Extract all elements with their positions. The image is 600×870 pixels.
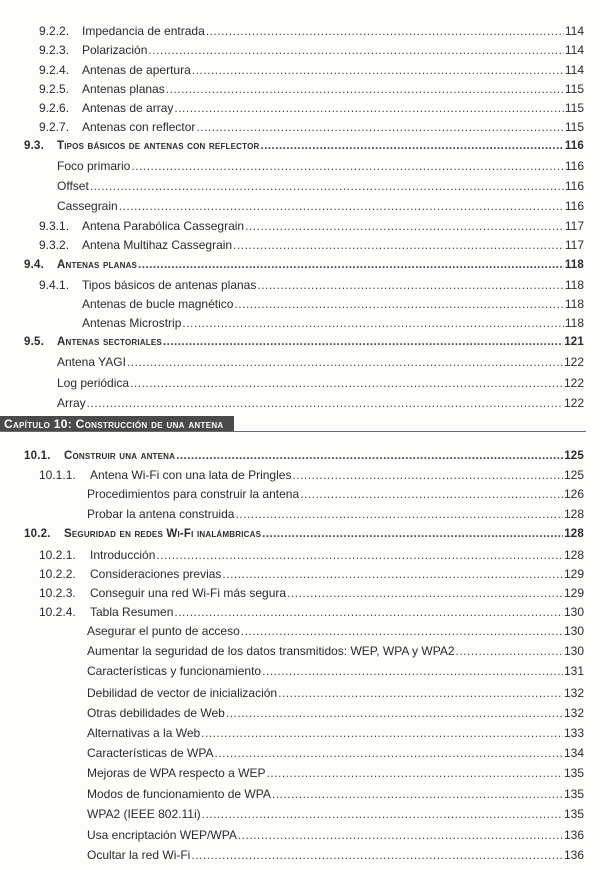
dot-leader xyxy=(292,466,563,484)
toc-entry[interactable] xyxy=(39,236,584,254)
toc-entry[interactable] xyxy=(39,80,584,98)
toc-entry-title: Offset xyxy=(57,179,89,193)
toc-entry[interactable] xyxy=(39,99,584,117)
toc-entry-title: Características y funcionamiento xyxy=(87,664,262,678)
toc-entry-page: 130 xyxy=(563,624,584,638)
dot-leader xyxy=(300,485,563,503)
toc-entry[interactable] xyxy=(87,826,584,844)
dot-leader xyxy=(130,374,563,392)
toc-entry[interactable] xyxy=(87,805,584,823)
toc-entry[interactable] xyxy=(87,764,584,782)
toc-entry[interactable] xyxy=(87,622,584,640)
toc-entry-page: 132 xyxy=(563,686,584,700)
toc-entry-number: 9.2.3. xyxy=(39,43,70,57)
dot-leader xyxy=(262,662,563,680)
toc-entry[interactable] xyxy=(39,546,584,564)
dot-leader xyxy=(234,295,563,313)
toc-entry[interactable] xyxy=(24,256,584,274)
toc-entry[interactable] xyxy=(87,662,584,680)
dot-leader xyxy=(267,764,563,782)
toc-entry-page: 129 xyxy=(563,567,584,581)
toc-entry-number: 9.3.2. xyxy=(39,238,70,252)
toc-entry[interactable] xyxy=(39,276,584,294)
toc-entry-title: Conseguir una red Wi-Fi más segura xyxy=(90,586,287,600)
toc-entry-title: Antenas sectoriales xyxy=(57,336,162,348)
toc-entry-title: Tipos básicos de antenas planas xyxy=(82,278,257,292)
dot-leader xyxy=(127,353,563,371)
toc-entry[interactable] xyxy=(39,41,584,59)
dot-leader xyxy=(148,41,563,59)
toc-entry-number: 9.2.7. xyxy=(39,120,70,134)
toc-entry-page: 115 xyxy=(564,120,584,134)
toc-entry-page: 125 xyxy=(563,468,584,482)
dot-leader xyxy=(456,642,563,660)
toc-entry-page: 114 xyxy=(564,43,584,57)
toc-entry-page: 118 xyxy=(564,297,584,311)
toc-entry[interactable] xyxy=(39,603,584,621)
dot-leader xyxy=(235,505,563,523)
toc-entry-title: Antena Wi-Fi con una lata de Pringles xyxy=(90,468,292,482)
dot-leader xyxy=(241,622,563,640)
dot-leader xyxy=(131,157,564,175)
toc-entry[interactable] xyxy=(39,584,584,602)
toc-entry-page: 116 xyxy=(564,159,584,173)
toc-entry[interactable] xyxy=(57,157,584,175)
toc-entry[interactable] xyxy=(39,118,584,136)
toc-entry-title: Alternativas a la Web xyxy=(87,726,201,740)
toc-entry-number: 10.2.4. xyxy=(39,605,76,619)
toc-entry-page: 115 xyxy=(564,82,584,96)
toc-entry-title: Cassegrain xyxy=(57,199,118,213)
toc-entry-title: Antena YAGI xyxy=(57,355,126,369)
toc-entry-page: 136 xyxy=(563,848,584,862)
dot-leader xyxy=(206,22,564,40)
toc-entry-number: 10.2.2. xyxy=(39,567,76,581)
toc-entry-page: 121 xyxy=(564,336,584,348)
toc-entry[interactable] xyxy=(57,374,584,392)
toc-entry-page: 135 xyxy=(563,766,584,780)
dot-leader xyxy=(226,704,563,722)
toc-entry-title: Antenas de bucle magnético xyxy=(82,297,234,311)
dot-leader xyxy=(257,276,564,294)
toc-entry-number: 10.2.1. xyxy=(39,548,76,562)
toc-entry-number: 10.2. xyxy=(24,528,51,540)
dot-leader xyxy=(238,826,563,844)
dot-leader xyxy=(166,80,564,98)
dot-leader xyxy=(192,61,564,79)
toc-entry-page: 117 xyxy=(564,238,584,252)
toc-entry-title: Antena Parabólica Cassegrain xyxy=(82,219,245,233)
dot-leader xyxy=(119,197,564,215)
toc-entry-page: 122 xyxy=(563,376,584,390)
toc-entry-title: Asegurar el punto de acceso xyxy=(87,624,240,638)
toc-entry-page: 115 xyxy=(564,101,584,115)
toc-entry-page: 118 xyxy=(564,259,584,271)
toc-entry-page: 129 xyxy=(563,586,584,600)
toc-entry-title: Antenas Microstrip xyxy=(82,316,182,330)
toc-entry-page: 117 xyxy=(564,219,584,233)
toc-entry[interactable] xyxy=(87,642,584,660)
toc-entry-title: Consideraciones previas xyxy=(90,567,222,581)
toc-entry-title: Ocultar la red Wi-Fi xyxy=(87,848,191,862)
toc-entry-page: 114 xyxy=(564,63,584,77)
toc-entry-number: 9.3. xyxy=(24,140,44,152)
dot-leader xyxy=(201,724,563,742)
toc-entry-page: 116 xyxy=(564,179,584,193)
toc-entry[interactable] xyxy=(87,785,584,803)
toc-entry-page: 125 xyxy=(564,450,584,462)
toc-entry-page: 122 xyxy=(563,355,584,369)
toc-entry[interactable] xyxy=(24,137,584,155)
toc-entry[interactable] xyxy=(87,505,584,523)
dot-leader xyxy=(174,99,563,117)
toc-entry-title: Características de WPA xyxy=(87,746,214,760)
toc-entry-number: 9.2.6. xyxy=(39,101,70,115)
toc-entry-title: Log periódica xyxy=(57,376,130,390)
toc-entry[interactable] xyxy=(87,724,584,742)
dot-leader xyxy=(245,217,564,235)
toc-entry[interactable] xyxy=(82,295,584,313)
toc-entry-page: 118 xyxy=(564,316,584,330)
toc-entry-page: 116 xyxy=(564,140,584,152)
toc-entry-page: 131 xyxy=(563,664,584,678)
toc-entry-title: Antenas de array xyxy=(82,101,174,115)
dot-leader xyxy=(260,137,563,155)
toc-entry-title: Antenas de apertura xyxy=(82,63,191,77)
toc-entry[interactable] xyxy=(87,684,584,702)
toc-entry[interactable] xyxy=(24,525,584,543)
dot-leader xyxy=(182,314,563,332)
toc-entry-number: 9.5. xyxy=(24,336,44,348)
toc-entry-page: 128 xyxy=(563,507,584,521)
toc-entry[interactable] xyxy=(87,485,584,503)
toc-entry-title: Tabla Resumen xyxy=(90,605,174,619)
toc-entry-title: Procedimientos para construir la antena xyxy=(87,487,300,501)
toc-entry[interactable] xyxy=(39,61,584,79)
toc-entry-page: 135 xyxy=(563,787,584,801)
toc-entry[interactable] xyxy=(57,394,584,412)
toc-entry[interactable] xyxy=(39,217,584,235)
toc-entry[interactable] xyxy=(57,177,584,195)
toc-entry-title: Debilidad de vector de inicialización xyxy=(87,686,278,700)
dot-leader xyxy=(262,525,563,543)
toc-entry-title: Impedancia de entrada xyxy=(82,24,205,38)
toc-entry-page: 116 xyxy=(564,199,584,213)
dot-leader xyxy=(233,236,564,254)
dot-leader xyxy=(196,118,563,136)
toc-entry[interactable] xyxy=(87,704,584,722)
toc-entry-title: Mejoras de WPA respecto a WEP xyxy=(87,766,266,780)
toc-entry-number: 10.2.3. xyxy=(39,586,76,600)
toc-entry[interactable] xyxy=(87,744,584,762)
toc-entry-number: 9.2.4. xyxy=(39,63,70,77)
toc-entry-title: Usa encriptación WEP/WPA xyxy=(87,828,237,842)
dot-leader xyxy=(87,394,563,412)
toc-entry[interactable] xyxy=(57,353,584,371)
toc-entry-title: Introducción xyxy=(90,548,156,562)
toc-entry-title: Construir una antena xyxy=(64,450,176,462)
toc-entry-title: Antenas planas xyxy=(82,82,165,96)
dot-leader xyxy=(287,584,563,602)
toc-entry[interactable] xyxy=(24,333,584,351)
toc-entry-page: 122 xyxy=(563,396,584,410)
toc-entry-page: 136 xyxy=(563,828,584,842)
toc-entry-number: 10.1. xyxy=(24,450,51,462)
toc-entry-title: Foco primario xyxy=(57,159,131,173)
toc-entry-title: Seguridad en redes Wi-Fi inalámbricas xyxy=(64,528,262,540)
dot-leader xyxy=(176,447,563,465)
dot-leader xyxy=(163,333,563,351)
dot-leader xyxy=(156,546,563,564)
toc-entry[interactable] xyxy=(57,197,584,215)
toc-entry-title: Modos de funcionamiento de WPA xyxy=(87,787,271,801)
toc-entry-number: 9.3.1. xyxy=(39,219,70,233)
chapter-divider xyxy=(0,431,586,432)
toc-entry-number: 10.1.1. xyxy=(39,468,76,482)
dot-leader xyxy=(202,805,563,823)
toc-entry-page: 132 xyxy=(563,706,584,720)
toc-entry-page: 128 xyxy=(564,528,584,540)
toc-entry-number: 9.4.1. xyxy=(39,278,70,292)
toc-entry-page: 130 xyxy=(563,605,584,619)
toc-entry-page: 130 xyxy=(563,644,584,658)
toc-entry[interactable] xyxy=(39,22,584,40)
toc-entry[interactable] xyxy=(82,314,584,332)
chapter-heading: Capítulo 10: Construcción de una antena xyxy=(0,416,234,432)
dot-leader xyxy=(278,684,563,702)
dot-leader xyxy=(222,565,563,583)
toc-entry-page: 135 xyxy=(563,807,584,821)
toc-entry-page: 128 xyxy=(563,548,584,562)
toc-entry[interactable] xyxy=(39,466,584,484)
toc-entry-number: 9.2.2. xyxy=(39,24,70,38)
toc-entry-title: Probar la antena construida xyxy=(87,507,235,521)
toc-entry[interactable] xyxy=(87,846,584,864)
toc-entry-page: 134 xyxy=(563,746,584,760)
dot-leader xyxy=(214,744,562,762)
toc-entry-title: Antena Multihaz Cassegrain xyxy=(82,238,233,252)
toc-entry-page: 126 xyxy=(563,487,584,501)
toc-entry-title: Antenas con reflector xyxy=(82,120,196,134)
toc-entry-title: Tipos básicos de antenas con reflector xyxy=(57,140,260,152)
dot-leader xyxy=(174,603,563,621)
toc-entry-number: 9.2.5. xyxy=(39,82,70,96)
dot-leader xyxy=(138,256,564,274)
toc-entry-title: WPA2 (IEEE 802.11i) xyxy=(87,807,201,821)
dot-leader xyxy=(191,846,563,864)
toc-entry[interactable] xyxy=(39,565,584,583)
toc-entry-title: Aumentar la seguridad de los datos transmitidos: WEP, WPA y WPA2 xyxy=(87,644,455,658)
dot-leader xyxy=(90,177,564,195)
toc-entry-title: Array xyxy=(57,396,86,410)
toc-entry-page: 133 xyxy=(563,726,584,740)
dot-leader xyxy=(272,785,563,803)
toc-entry[interactable] xyxy=(24,447,584,465)
toc-entry-title: Polarización xyxy=(82,43,148,57)
toc-entry-title: Otras debilidades de Web xyxy=(87,706,225,720)
toc-entry-page: 114 xyxy=(564,24,584,38)
toc-entry-number: 9.4. xyxy=(24,259,44,271)
toc-entry-title: Antenas planas xyxy=(57,259,138,271)
toc-entry-page: 118 xyxy=(564,278,584,292)
